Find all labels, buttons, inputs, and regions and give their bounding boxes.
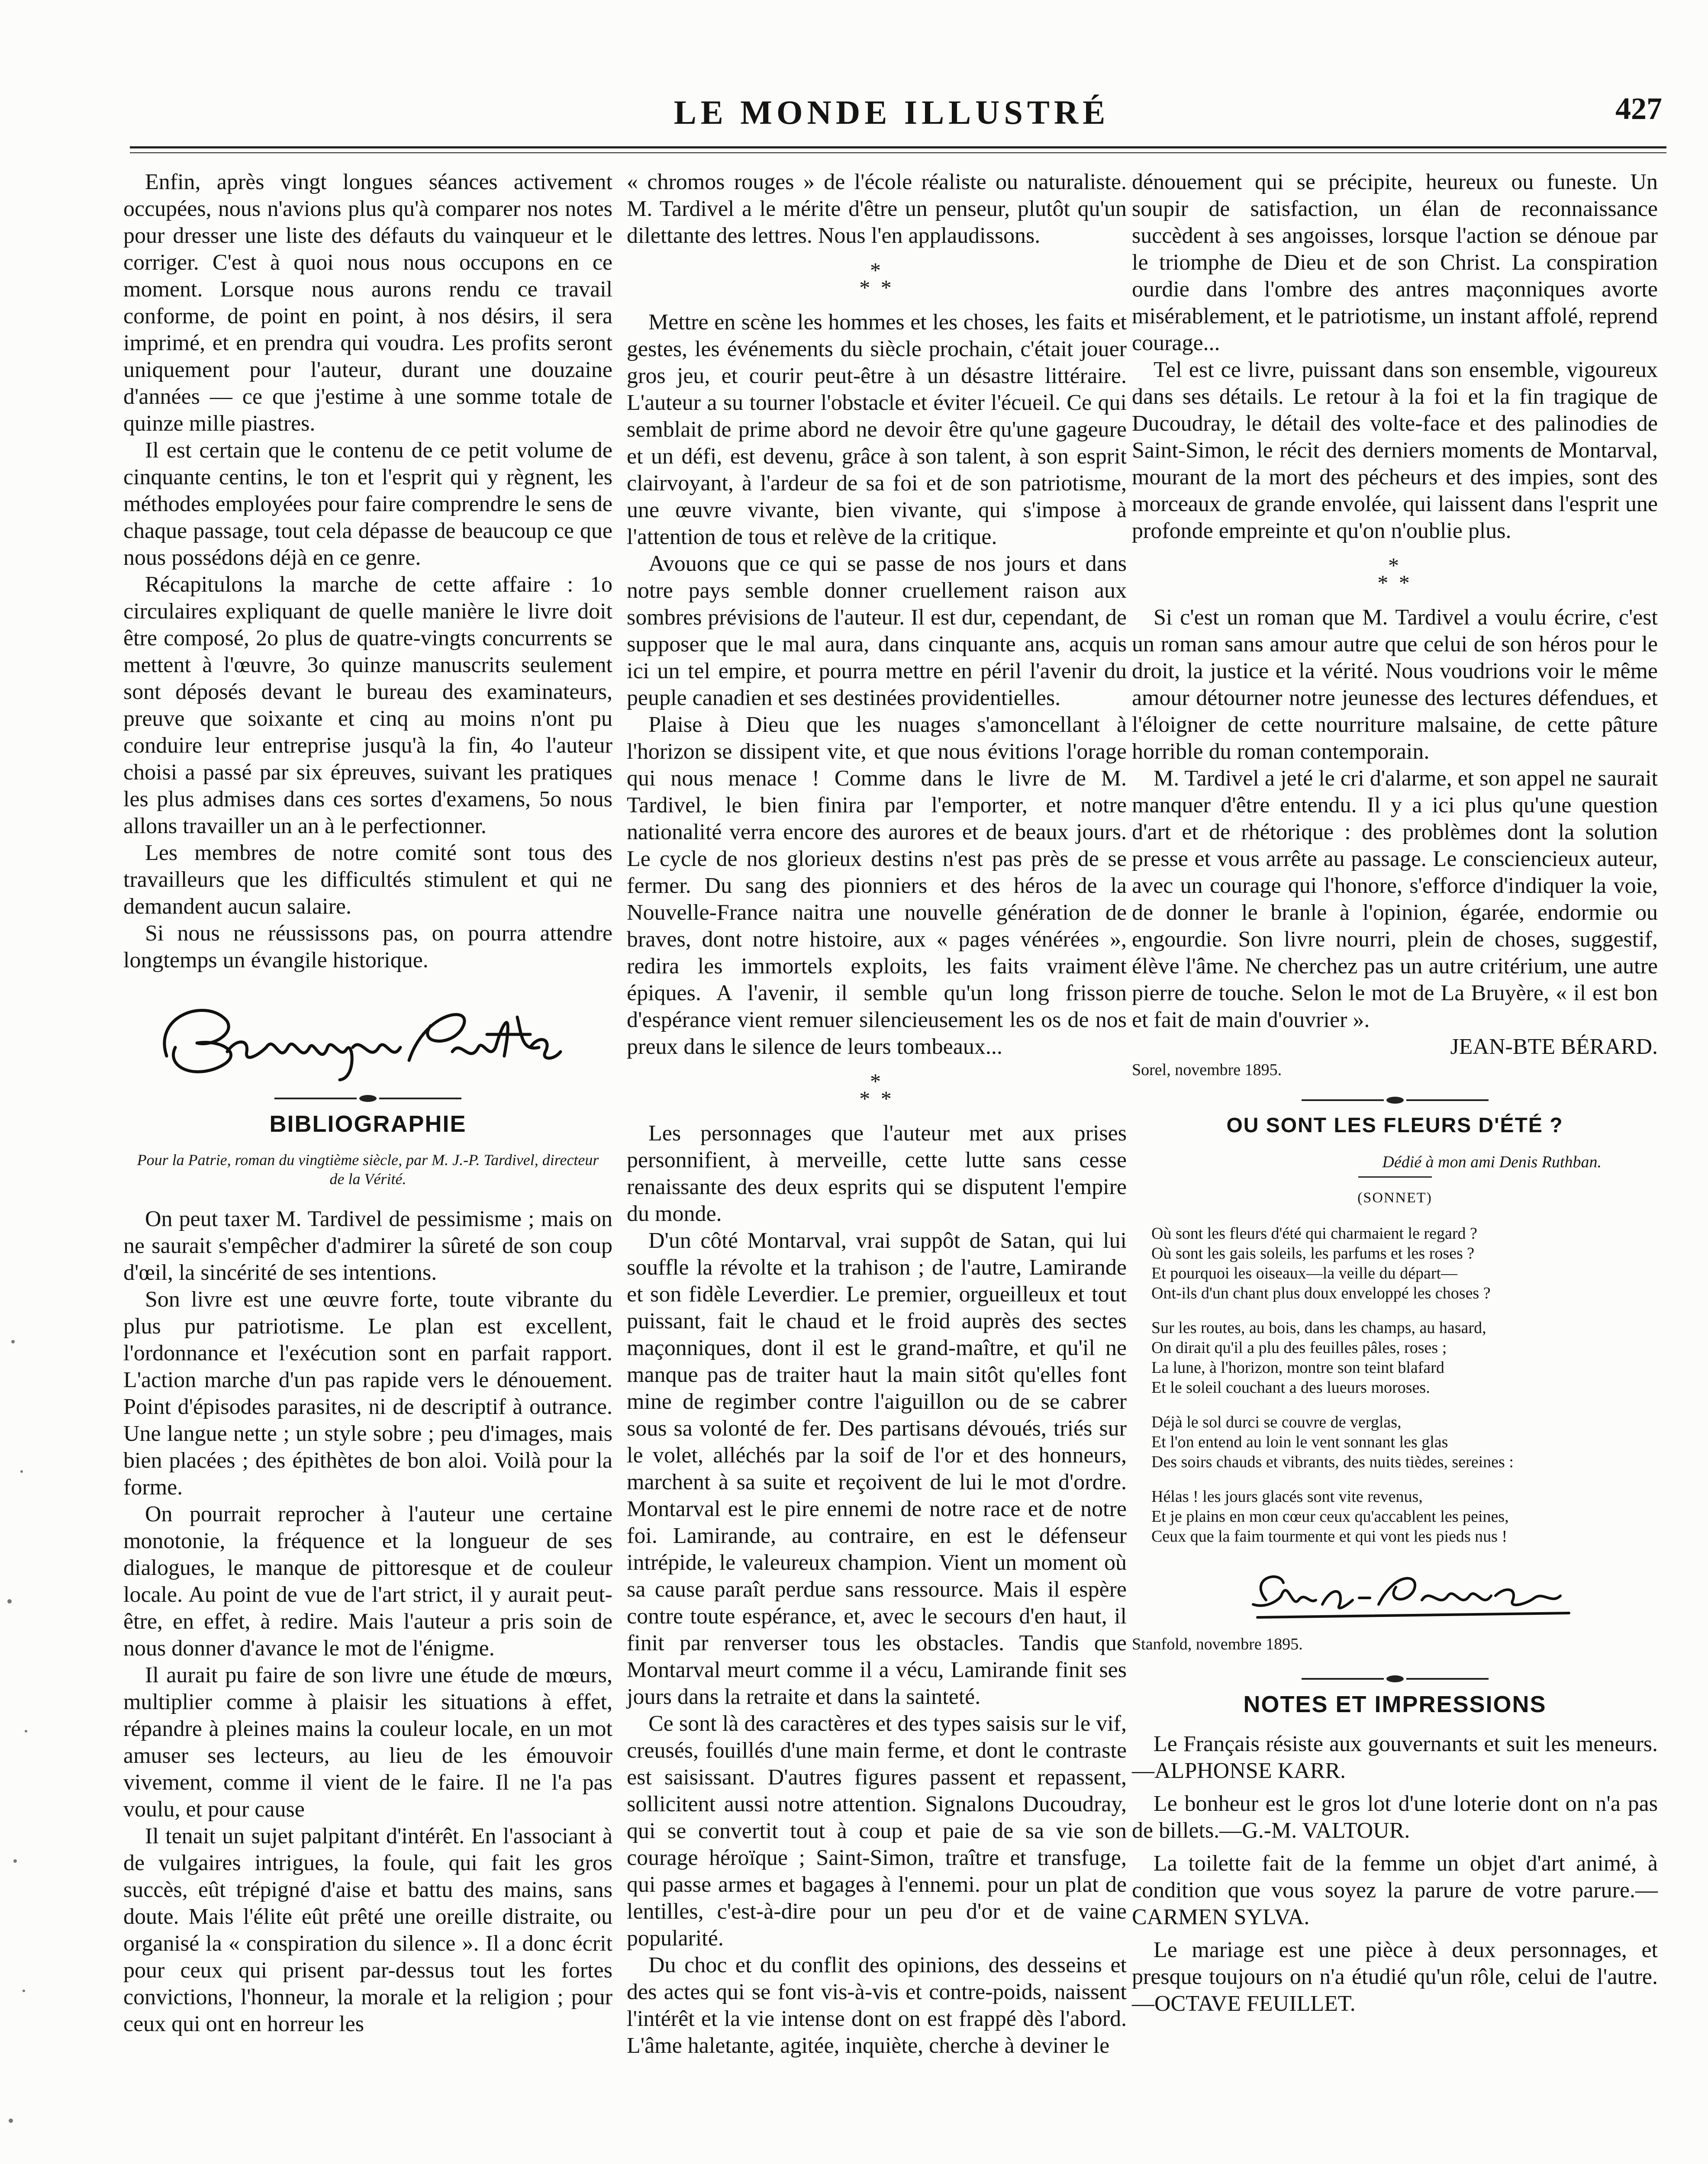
poem-line: Où sont les gais soleils, les parfums et les roses ?: [1151, 1244, 1475, 1262]
maxim-text: Le Français résiste aux gouvernants et suit les meneurs.—: [1132, 1732, 1658, 1783]
section-ornament: [123, 1095, 612, 1102]
poem-line: Hélas ! les jours glacés sont vite revenus,: [1151, 1488, 1423, 1506]
paragraph: Mettre en scène les hommes et les choses, les faits et gestes, les événements du siècle prochain, c'était jouer gros jeu, et courir peut-être à un désastre littéraire. L'auteur a su tourner l'obstacle et éviter l'écueil. Ce qui semblait de prime abord ne devoir être qu'une gageure et un défi, est devenu, grâce à son talent, à son esprit clairvoyant, à l'ardeur de sa foi et de son patriotisme, une œuvre vivante, bien vivante, qui s'impose à l'attention de tous et relève de la critique.: [627, 310, 1127, 549]
paragraph: Du choc et du conflit des opinions, des desseins et des actes qui se font vis-à-vis et contre-poids, naissent l'intérêt et la vie intense dont on est frappé dès l'abord. L'âme haletante, agitée, inquiète, cherche à deviner le: [627, 1953, 1127, 2058]
poem-line: Où sont les fleurs d'été qui charmaient le regard ?: [1151, 1224, 1477, 1243]
maxim-text: Le bonheur est le gros lot d'une loterie dont on n'a pas de billets.—: [1132, 1791, 1658, 1843]
paragraph: Il tenait un sujet palpitant d'intérêt. En l'associant à de vulgaires intrigues, la foule, qui fait les gros succès, eût trépigné d'aise et battu des mains, sans doute. Mais l'élite eût prêté une oreille distraite, ou organisé la « conspiration du silence ». Il a donc écrit pour ceux qui prisent par-dessus tout les fortes convictions, l'honneur, la morale et la religion ; pour ceux qui ont en horreur les: [123, 1824, 612, 2036]
scan-edge-marks: [0, 0, 69, 2164]
maxim-author: OCTAVE FEUILLET.: [1154, 1991, 1356, 2016]
paragraph: Les membres de notre comité sont tous des travailleurs que les difficultés stimulent et qui ne demandent aucun salaire.: [123, 840, 612, 919]
paragraph: M. Tardivel a jeté le cri d'alarme, et son appel ne saurait manquer d'être entendu. Il y a ici plus qu'une question d'art et de rhétorique : des problèmes dont la solution presse et vous arrête au passage. Le consciencieux auteur, avec un courage qui l'honore, s'efforce d'indiquer la voie, de donner le branle à l'opinion, égarée, endormie ou engourdie. Son livre nourri, plein de choses, suggestif, élève l'âme. Ne cherchez pas un autre critérium, une autre pierre de touche. Selon le mot de La Bruyère, « il est bon et fait de main d'ouvrier ».: [1132, 766, 1658, 1032]
poem-line: La lune, à l'horizon, montre son teint blafard: [1151, 1359, 1444, 1377]
paragraph: Enfin, après vingt longues séances activement occupées, nous n'avions plus qu'à comparer nos notes pour dresser une liste des défauts du vainqueur et le corriger. C'est à quoi nous nous occupons en ce moment. Lorsque nous aurons rendu ce travail conforme, de point en point, à nos désirs, il sera imprimé, et en prendra qui voudra. Les profits seront uniquement pour l'auteur, durant une douzaine d'années — ce que j'estime à une somme totale de quinze mille piastres.: [123, 170, 612, 436]
poem-line: Et je plains en mon cœur ceux qu'accablent les peines,: [1151, 1507, 1509, 1526]
poem-stanza: [1151, 1318, 1658, 1398]
paragraph: Les personnages que l'auteur met aux prises personnifient, à merveille, cette lutte sans cesse renaissante des deux esprits qui se disputent l'empire du monde.: [627, 1121, 1127, 1226]
paragraph: Il est certain que le contenu de ce petit volume de cinquante centins, le ton et l'esprit qui y règnent, les méthodes employées pour faire comprendre le sens de chaque passage, tout cela dépasse de beaucoup ce que nous possédons déjà en ce genre.: [123, 438, 612, 570]
maxim-author: G.-M. VALTOUR.: [1242, 1818, 1410, 1843]
column-3: [1132, 169, 1658, 2023]
paragraph: Ce sont là des caractères et des types saisis sur le vif, creusés, fouillés d'une main ferme, et dont le contraste est saisissant. D'autres figures passent et repassent, sollicitent aussi notre attention. Signalons Ducoudray, qui se convertit tout à coup et paie de sa vie son courage héroïque ; Saint-Simon, traître et transfuge, qui passe armes et bagages à l'ennemi. pour un plat de lentilles, c'est-à-dire pour un peu d'or et de vaine popularité.: [627, 1711, 1127, 1951]
newspaper-title: LE MONDE ILLUSTRÉ: [674, 93, 1110, 131]
review-place-date: Sorel, novembre 1895.: [1132, 1061, 1282, 1079]
paragraph: dénouement qui se précipite, heureux ou funeste. Un soupir de satisfaction, un élan de reconnaissance succèdent à ses angoisses, lorsque l'action se dénoue par le triomphe de Dieu et de son Christ. La conspiration ourdie dans l'ombre des antres maçonniques avorte misérablement, et le patriotisme, un instant affolé, reprend courage...: [1132, 170, 1658, 355]
poem-line: Déjà le sol durci se couvre de verglas,: [1151, 1413, 1402, 1431]
poem-stanza: [1151, 1412, 1658, 1472]
column-1: [123, 169, 612, 2038]
poem-line: Et le soleil couchant a des lueurs moroses.: [1151, 1378, 1430, 1397]
book-reference: Pour la Patrie, roman du vingtième siècle, par M. J.-P. Tardivel, directeur de la Vérité.: [137, 1151, 599, 1188]
paragraph: Avouons que ce qui se passe de nos jours et dans notre pays semble donner cruellement raison aux sombres prévisions de l'auteur. Il est dur, cependant, de supposer que le mal aura, dans cinquante ans, acquis ici un tel empire, et pourra mettre en péril l'avenir du peuple canadien et ses destinées providentielles.: [627, 551, 1127, 710]
masthead: [121, 93, 1662, 141]
column-2: [627, 169, 1127, 2059]
asterism-divider: * * *: [1377, 553, 1412, 595]
poem-title: OU SONT LES FLEURS D'ÉTÉ ?: [1226, 1114, 1563, 1137]
header-rule-bottom: [130, 152, 1666, 153]
paragraph: Récapitulons la marche de cette affaire : 1o circulaires expliquant de quelle manière le livre doit être composé, 2o plus de quatre-vingts concurrents se mettent à l'œuvre, 3o quinze manuscrits seulement sont déposés devant le bureau des examinateurs, preuve que soixante et cinq au moins n'ont pu conduire leur entreprise jusqu'à la fin, 4o l'auteur choisi a passé par six épreuves, suivant les pratiques les plus admises dans ces sortes d'examens, 5o nous allons travailler un an à le perfectionner.: [123, 572, 612, 838]
asterism-divider: * * *: [859, 1069, 894, 1111]
poem-line: Et pourquoi les oiseaux—la veille du départ—: [1151, 1264, 1458, 1282]
maxim: [1132, 1850, 1658, 1931]
signature-gauvreau: [1240, 1561, 1586, 1626]
asterism-divider: * * *: [859, 258, 894, 299]
section-ornament: [1132, 1675, 1658, 1682]
signature-benjamin-sulte: [149, 991, 565, 1082]
notes-heading: NOTES ET IMPRESSIONS: [1243, 1691, 1547, 1717]
review-author: JEAN-BTE BÉRARD.: [1450, 1034, 1658, 1059]
maxim: [1132, 1731, 1658, 1784]
maxim: [1132, 1790, 1658, 1844]
poem-line: Des soirs chauds et vibrants, des nuits tièdes, sereines :: [1151, 1453, 1514, 1471]
poem-line: Ont-ils d'un chant plus doux enveloppé les choses ?: [1151, 1284, 1491, 1302]
paragraph: Tel est ce livre, puissant dans son ensemble, vigoureux dans ses détails. Le retour à la foi et la fin tragique de Ducoudray, le détail des volte-face et des palinodies de Saint-Simon, le récit des derniers moments de Montarval, mourant de la mort des pécheurs et des impies, sont des morceaux de grande envolée, qui laissent dans l'esprit une profonde empreinte et qu'on n'oublie plus.: [1132, 357, 1658, 543]
poem-line: Sur les routes, au bois, dans les champs, au hasard,: [1151, 1319, 1486, 1337]
poem-place-date: Stanfold, novembre 1895.: [1132, 1635, 1303, 1653]
paragraph: Il aurait pu faire de son livre une étude de mœurs, multiplier comme à plaisir les situations à effet, répandre à pleines mains la couleur locale, en un mot amuser ses lecteurs, au lieu de les émouvoir vivement, comme il vient de le faire. Il ne l'a pas voulu, et pour cause: [123, 1663, 612, 1822]
paragraph: « chromos rouges » de l'école réaliste ou naturaliste. M. Tardivel a le mérite d'être un penseur, plutôt qu'un dilettante des lettres. Nous l'en applaudissons.: [627, 170, 1127, 248]
paragraph: On peut taxer M. Tardivel de pessimisme ; mais on ne saurait s'empêcher d'admirer la sûreté de son coup d'œil, la sincérité de ses intentions.: [123, 1207, 612, 1285]
paragraph: On pourrait reprocher à l'auteur une certaine monotonie, la fréquence et la longueur de ses dialogues, le manque de pittoresque et de couleur locale. Au point de vue de l'art strict, il y aurait peut-être, en effet, à redire. Mais l'auteur a pris soin de nous donner d'avance le mot de l'énigme.: [123, 1502, 612, 1661]
maxim-author: ALPHONSE KARR.: [1154, 1758, 1346, 1783]
maxim-text: Le mariage est une pièce à deux personnages, et presque toujours on n'a étudié qu'un rôle, celui de l'autre.—: [1132, 1938, 1658, 2016]
poem-dedication: Dédié à mon ami Denis Ruthban.: [1382, 1153, 1602, 1171]
poem-stanza: [1151, 1224, 1658, 1303]
poem-line: Ceux que la faim tourmente et qui vont les pieds nus !: [1151, 1527, 1508, 1546]
poem-line: On dirait qu'il a plu des feuilles pâles, roses ;: [1151, 1339, 1447, 1357]
poem-rule: [1358, 1176, 1432, 1178]
maxim-text: La toilette fait de la femme un objet d'art animé, à condition que vous soyez la parure de votre parure.—: [1132, 1851, 1658, 1903]
paragraph: D'un côté Montarval, vrai suppôt de Satan, qui lui souffle la révolte et la trahison ; de l'autre, Lamirande et son fidèle Leverdier. Le premier, orgueilleux et tout puissant, fait le chaud et le froid auprès des sectes maçonniques, dont il est le grand-maître, et qu'il ne manque pas de traiter haut la main sitôt qu'elles font mine de regimber contre l'aiguillon ou de se cabrer sous sa volonté de fer. Des partisans dévoués, triés sur le volet, alléchés par la soif de l'or et des honneurs, marchent à sa suite et reçoivent de lui le mot d'ordre. Montarval est le pire ennemi de notre race et de notre foi. Lamirande, au contraire, en est le défenseur intrépide, le valeureux champion. Vient un moment où sa cause paraît perdue sans ressource. Mais il espère contre toute espérance, et, avec le secours d'en haut, il finit par renverser tous les obstacles. Tandis que Montarval meurt comme il a vécu, Lamirande finit ses jours dans la retraite et dans la sainteté.: [627, 1228, 1127, 1709]
maxim: [1132, 1937, 1658, 2017]
poem-form: (SONNET): [1357, 1190, 1432, 1206]
bibliographie-heading: BIBLIOGRAPHIE: [269, 1111, 467, 1137]
page-number: 427: [1615, 91, 1662, 126]
paragraph: Plaise à Dieu que les nuages s'amoncellant à l'horizon se dissipent vite, et que nous évitions l'orage qui nous menace ! Comme dans le livre de M. Tardivel, le bien finira par l'emporter, et notre nationalité verra encore des aurores et de beaux jours. Le cycle de nos glorieux destins n'est pas près de se fermer. Du sang des pionniers et des héros de la Nouvelle-France naitra une nouvelle génération de braves, dont notre histoire, aux « pages vénérées », redira les immortels exploits, les faits vraiment épiques. A l'avenir, il semble qu'un long frisson d'espérance vient remuer silencieusement les os de nos preux dans le silence de leurs tombeaux...: [627, 712, 1127, 1059]
poem-line: Et l'on entend au loin le vent sonnant les glas: [1151, 1433, 1448, 1451]
maxim-author: CARMEN SYLVA.: [1132, 1905, 1310, 1929]
paragraph: Son livre est une œuvre forte, toute vibrante du plus pur patriotisme. Le plan est excellent, l'ordonnance et l'exécution sont en parfait rapport. L'action marche d'un pas rapide vers le dénouement. Point d'épisodes parasites, ni de descriptif à outrance. Une langue nette ; un style sobre ; peu d'images, mais bien placées ; des épithètes de bon aloi. Voilà pour la forme.: [123, 1287, 612, 1500]
paragraph: Si nous ne réussissons pas, on pourra attendre longtemps un évangile historique.: [123, 921, 612, 973]
poem-stanza: [1151, 1487, 1658, 1546]
header-rule-top: [130, 146, 1666, 148]
paragraph: Si c'est un roman que M. Tardivel a voulu écrire, c'est un roman sans amour autre que celui de son héros pour le droit, la justice et la vérité. Nous voudrions voir le même amour détourner notre jeunesse des lectures défendues, et l'éloigner de cette nourriture malsaine, de cette pâture horrible du roman contemporain.: [1132, 605, 1658, 764]
section-ornament: [1132, 1097, 1658, 1104]
